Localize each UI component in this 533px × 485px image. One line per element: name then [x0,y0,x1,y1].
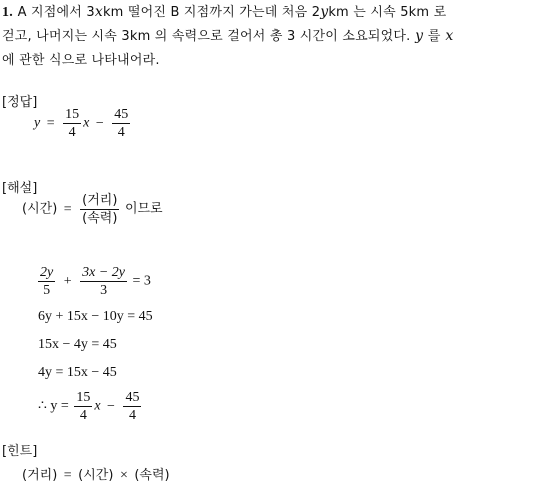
answer-frac1-num: 15 [65,107,80,122]
step5-minus: − [107,398,115,414]
step1-rhs: = 3 [132,273,151,289]
hint-distance: (거리) [22,468,58,483]
step5-fraction-1 [74,389,92,424]
step5-frac2-den: 4 [128,408,136,423]
answer-fraction-1 [63,106,81,141]
step1-fraction-1 [38,264,55,299]
hint-label: [힌트] [2,444,38,459]
step5-x: x [94,398,101,414]
relation-num: (거리) [82,193,118,208]
explanation-relation [22,192,163,227]
answer-fraction-2 [112,106,130,141]
answer-lhs: y [34,115,41,131]
problem-line-1 [2,1,446,21]
step-2: 6y + 15x − 10y = 45 [38,309,153,324]
problem-var-y: y [320,4,329,20]
problem-text-1c: km 는 시속 5km 로 [328,5,447,20]
problem-line-3: 에 관한 식으로 나타내어라. [2,53,160,68]
time-word: (시간) [22,201,58,217]
problem-number: 1. [2,5,13,20]
relation-eq: = [63,201,72,217]
relation-den: (속력) [82,211,118,226]
relation-suffix: 이므로 [124,201,163,217]
answer-frac2-den: 4 [117,125,125,140]
answer-frac2-num: 45 [114,107,129,122]
step1-f1-num: 2y [40,265,54,280]
answer-x: x [83,115,90,131]
problem-var-x: x [94,4,103,20]
explanation-label: [해설] [2,181,38,196]
step1-f2-den: 3 [100,283,108,298]
step-5 [38,389,143,424]
problem-var-x2: x [445,28,454,44]
step1-f2-num: 3x − 2y [82,265,125,280]
answer-frac1-den: 4 [68,125,76,140]
hint-eq: = [63,468,72,483]
step-1 [36,264,151,299]
step-3: 15x − 4y = 45 [38,337,117,352]
answer-equation [34,106,132,141]
hint-formula [22,464,170,484]
answer-eq: = [46,115,55,131]
step1-plus: + [63,273,72,289]
step5-fraction-2 [123,389,141,424]
problem-text-2a: 걷고, 나머지는 시속 3km 의 속력으로 걸어서 총 3 시간이 소요되었다. [2,29,411,44]
step5-frac1-den: 4 [79,408,87,423]
problem-text-1a: A 지점에서 3 [17,5,95,20]
problem-var-y2: y [415,28,424,44]
step1-f1-den: 5 [43,283,51,298]
step5-frac1-num: 15 [76,390,91,405]
step-4: 4y = 15x − 45 [38,365,117,380]
hint-time: (시간) [78,468,114,483]
hint-times: × [119,468,128,483]
problem-text-1b: km 떨어진 B 지점까지 가는데 처음 2 [102,5,321,20]
step5-frac2-num: 45 [125,390,140,405]
answer-minus: − [95,115,104,131]
answer-label: [정답] [2,95,38,110]
problem-line-2 [2,25,453,44]
hint-speed: (속력) [134,468,170,483]
step5-prefix: ∴ y = [38,398,69,414]
problem-text-2b: 를 [427,29,441,44]
step1-fraction-2 [80,264,127,299]
relation-fraction [80,192,119,227]
